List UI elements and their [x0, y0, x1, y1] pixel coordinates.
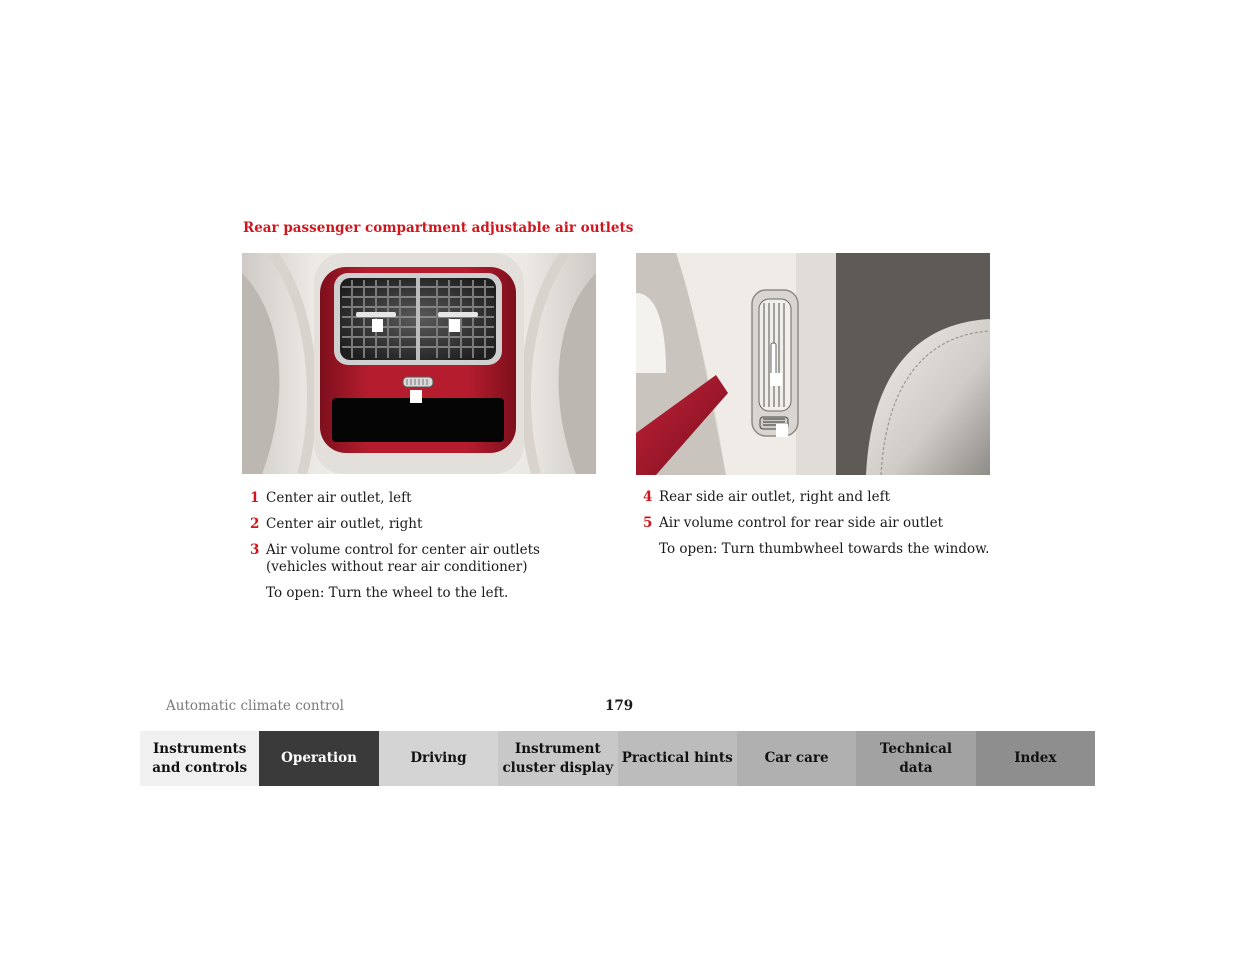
- tab-operation[interactable]: Operation: [259, 731, 378, 786]
- item-number: 1: [250, 490, 260, 506]
- tab-instruments-and-controls[interactable]: Instruments and controls: [140, 731, 259, 786]
- list-item: [250, 516, 590, 533]
- item-number: 2: [250, 516, 260, 532]
- list-item: [643, 515, 993, 532]
- center-air-outlets-illustration: [242, 253, 596, 474]
- left-item-list: [250, 490, 590, 602]
- item-text: Center air outlet, right: [266, 516, 423, 532]
- item-text: Center air outlet, left: [266, 490, 412, 506]
- item-text: Air volume control for rear side air outlet: [659, 515, 944, 531]
- tab-technical-data[interactable]: Technical data: [856, 731, 975, 786]
- item-text: Air volume control for center air outlets (vehicles without rear air conditioner): [266, 542, 540, 575]
- list-item: [643, 489, 993, 506]
- page-heading: Rear passenger compartment adjustable air outlets: [243, 220, 634, 236]
- list-item: [250, 542, 590, 576]
- instruction-note: To open: Turn the wheel to the left.: [266, 585, 509, 601]
- item-number: 4: [643, 489, 653, 505]
- right-item-list: [643, 489, 993, 558]
- tab-instrument-cluster-display[interactable]: Instrument cluster display: [498, 731, 617, 786]
- chapter-nav: [140, 731, 1095, 786]
- tab-car-care[interactable]: Car care: [737, 731, 856, 786]
- item-number: 3: [250, 542, 260, 558]
- tab-driving[interactable]: Driving: [379, 731, 498, 786]
- item-number: 5: [643, 515, 653, 531]
- item-text: Rear side air outlet, right and left: [659, 489, 891, 505]
- section-title: Automatic climate control: [166, 698, 344, 714]
- list-item: [250, 490, 590, 507]
- rear-side-air-outlet-illustration: [636, 253, 990, 475]
- page-number: 179: [605, 698, 634, 714]
- tab-index[interactable]: Index: [976, 731, 1095, 786]
- instruction-note: To open: Turn thumbwheel towards the window.: [659, 541, 990, 557]
- tab-practical-hints[interactable]: Practical hints: [618, 731, 737, 786]
